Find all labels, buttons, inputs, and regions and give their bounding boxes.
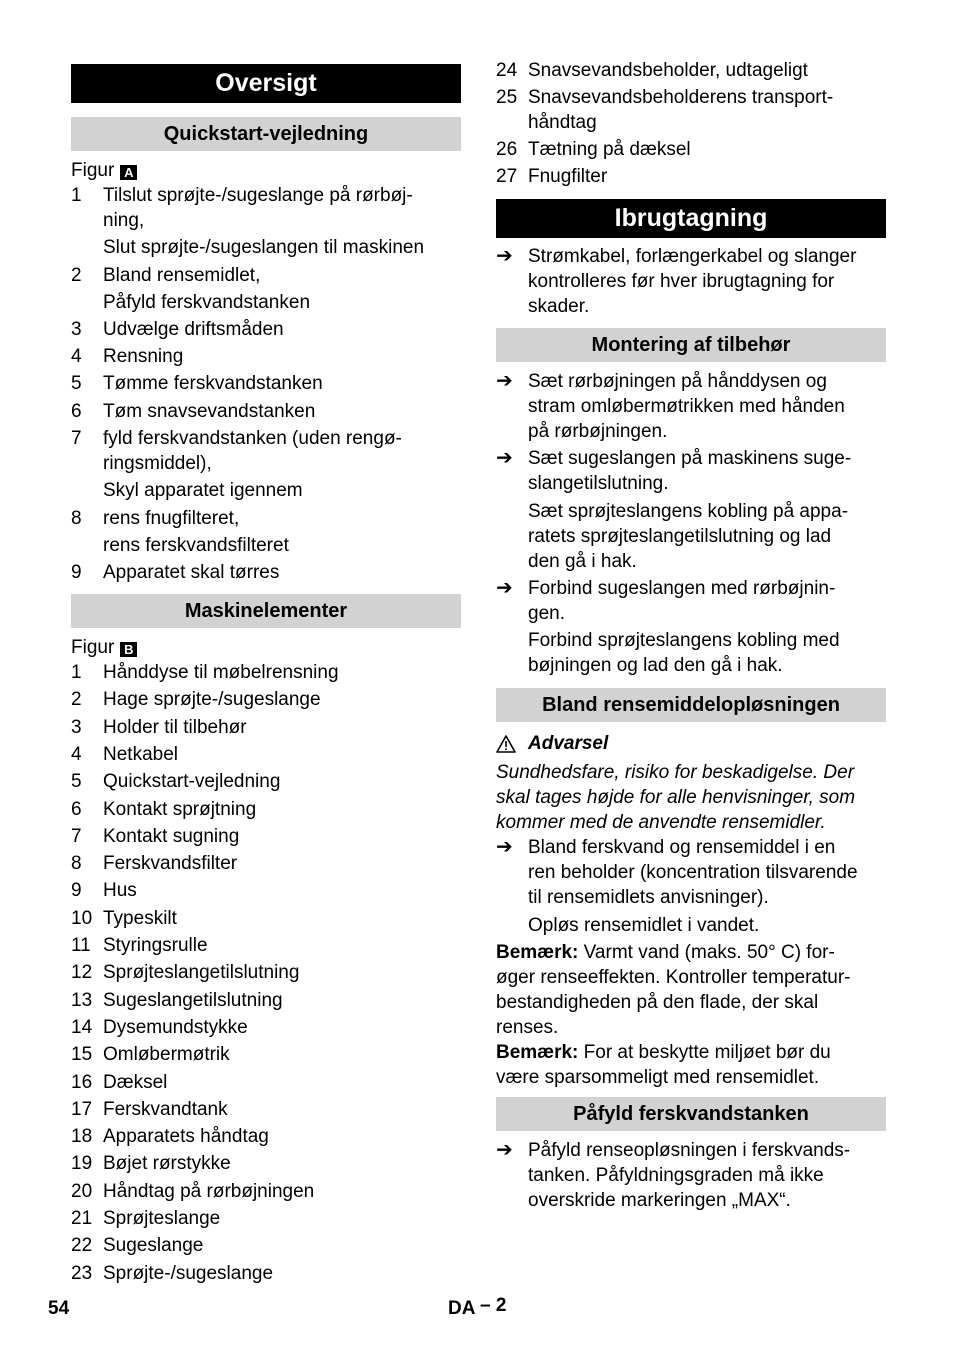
step-text: ren beholder (koncentration tilsvarende: [528, 862, 858, 883]
list-item-text: Sprøjteslange: [103, 1208, 221, 1229]
list-item-number: 3: [71, 319, 82, 340]
step-text: Forbind sprøjteslangens kobling med: [528, 630, 840, 651]
warning-triangle-icon: [496, 734, 516, 754]
list-item-text: Tøm snavsevandstanken: [103, 401, 316, 422]
figure-letter-badge: B: [120, 642, 137, 657]
list-item-number: 17: [71, 1098, 93, 1120]
step-text: bøjningen og lad den gå i hak.: [528, 655, 783, 676]
list-item-text: Påfyld ferskvandstanken: [103, 292, 311, 313]
list-item-number: 4: [71, 346, 82, 367]
list-item-number: 24: [496, 60, 518, 81]
list-item-text: Snavsevandsbeholder, udtageligt: [528, 60, 808, 81]
list-item-text: Sugeslangetilslutning: [103, 989, 283, 1011]
list-item-number: 7: [71, 825, 82, 847]
note-line: [496, 965, 851, 990]
step-text: gen.: [528, 603, 565, 624]
warning-text-line: kommer med de anvendte rensemidler.: [496, 812, 826, 833]
list-item-text: Kontakt sprøjtning: [103, 798, 257, 820]
list-item-number: 3: [71, 716, 82, 738]
list-item-number: 4: [71, 743, 82, 765]
note-line: [496, 990, 818, 1015]
list-item-text: Typeskilt: [103, 907, 177, 929]
step-text: Opløs rensemidlet i vandet.: [528, 915, 760, 936]
list-item-number: 18: [71, 1126, 93, 1148]
step-text: skader.: [528, 296, 590, 317]
figure-letter-badge: A: [120, 165, 137, 180]
note-text: bestandigheden på den flade, der skal: [496, 992, 819, 1013]
list-item-number: 11: [71, 935, 91, 956]
step-text: Sæt sugeslangen på maskinens suge-: [528, 448, 852, 469]
step-text: Bland ferskvand og rensemiddel i en: [528, 837, 836, 858]
list-item-text: rens ferskvandsfilteret: [103, 535, 289, 556]
note-text: renses.: [496, 1017, 559, 1038]
note-text: være sparsommeligt med rensemidlet.: [496, 1067, 820, 1088]
list-item-number: 8: [71, 853, 82, 875]
list-item-text: Sprøjteslangetilslutning: [103, 962, 300, 984]
list-item-text: Fnugfilter: [528, 166, 608, 187]
subheading-maskinelementer: Maskinelementer: [71, 594, 461, 628]
list-item-number: 13: [71, 989, 93, 1011]
list-item-text: Netkabel: [103, 743, 178, 765]
list-item-number: 16: [71, 1071, 93, 1093]
list-item-text: Kontakt sugning: [103, 825, 240, 847]
list-item-number: 6: [71, 401, 82, 422]
figure-a-label: Figur A: [71, 158, 137, 183]
figure-b-label: Figur B: [71, 635, 137, 660]
warning-text-line: Sundhedsfare, risiko for beskadigelse. Der: [496, 762, 855, 783]
list-item-number: 27: [496, 166, 518, 187]
note-text: øger renseeffekten. Kontroller temperatur-: [496, 967, 851, 988]
arrow-right-icon: ➔: [496, 836, 513, 858]
step-text: Påfyld renseopløsningen i ferskvands-: [528, 1140, 851, 1161]
list-item-text: fyld ferskvandstanken (uden rengø-: [103, 428, 402, 449]
warning-text-line: skal tages højde for alle henvisninger, som: [496, 787, 856, 808]
step-text: Strømkabel, forlængerkabel og slanger: [528, 246, 857, 267]
list-item-number: 14: [71, 1016, 93, 1038]
arrow-right-icon: ➔: [496, 447, 513, 469]
step-text: ratets sprøjteslangetilslutning og lad: [528, 526, 832, 547]
list-item-text: Snavsevandsbeholderens transport-: [528, 87, 834, 108]
list-item-number: 21: [71, 1208, 93, 1229]
note-line: [496, 1015, 558, 1040]
list-item-number: 6: [71, 798, 82, 820]
list-item-number: 8: [71, 508, 82, 529]
list-item-text: ringsmiddel),: [103, 453, 212, 474]
list-item-text: Apparatets håndtag: [103, 1126, 269, 1148]
list-item-text: Dæksel: [103, 1071, 168, 1093]
list-item-text: Tømme ferskvandstanken: [103, 373, 323, 394]
list-item-text: Sprøjte-/sugeslange: [103, 1262, 274, 1284]
step-text: Forbind sugeslangen med rørbøjnin-: [528, 578, 836, 599]
step-text: til rensemidlets anvisninger).: [528, 887, 769, 908]
step-text: Sæt rørbøjningen på hånddysen og: [528, 371, 827, 392]
list-item-text: Styringsrulle: [103, 935, 208, 956]
list-item-number: 1: [71, 185, 82, 206]
subheading-montering: Montering af tilbehør: [496, 328, 886, 362]
list-item-number: 2: [71, 265, 82, 286]
list-item-text: håndtag: [528, 112, 597, 133]
list-item-text: Hage sprøjte-/sugeslange: [103, 689, 321, 711]
section-title-ibrugtagning: Ibrugtagning: [496, 199, 886, 238]
step-text: slangetilslutning.: [528, 473, 669, 494]
list-item-number: 2: [71, 689, 82, 711]
step-text: tanken. Påfyldningsgraden må ikke: [528, 1165, 824, 1186]
note-label: Bemærk:: [496, 942, 584, 963]
list-item-number: 19: [71, 1153, 93, 1175]
list-item-number: 9: [71, 562, 82, 583]
list-item-text: Hus: [103, 880, 137, 902]
note-text: For at beskytte miljøet bør du: [583, 1042, 831, 1063]
list-item-number: 10: [71, 907, 93, 929]
list-item-number: 15: [71, 1044, 93, 1066]
list-item-number: 9: [71, 880, 82, 902]
list-item-text: Ferskvandtank: [103, 1098, 228, 1120]
list-item-number: 1: [71, 662, 82, 683]
subheading-pafyld: Påfyld ferskvandstanken: [496, 1097, 886, 1131]
arrow-right-icon: ➔: [496, 1139, 513, 1161]
step-text: Sæt sprøjteslangens kobling på appa-: [528, 501, 849, 522]
list-item-text: Quickstart-vejledning: [103, 771, 281, 793]
step-text: på rørbøjningen.: [528, 421, 668, 442]
list-item-number: 22: [71, 1235, 93, 1257]
note-label: Bemærk:: [496, 1042, 584, 1063]
note-text: Varmt vand (maks. 50° C) for-: [583, 942, 835, 963]
list-item-text: Tætning på dæksel: [528, 139, 691, 160]
arrow-right-icon: ➔: [496, 370, 513, 392]
list-item-text: Hånddyse til møbelrensning: [103, 662, 339, 683]
list-item-text: Bøjet rørstykke: [103, 1153, 231, 1175]
subheading-quickstart: Quickstart-vejledning: [71, 117, 461, 151]
list-item-number: 23: [71, 1262, 93, 1284]
note-line: [496, 1065, 819, 1090]
list-item-text: rens fnugfilteret,: [103, 508, 240, 529]
list-item-number: 12: [71, 962, 93, 984]
list-item-number: 7: [71, 428, 82, 449]
list-item-text: Holder til tilbehør: [103, 716, 247, 738]
list-item-number: 26: [496, 139, 518, 160]
step-text: kontrolleres før hver ibrugtagning for: [528, 271, 835, 292]
list-item-number: 25: [496, 87, 518, 108]
section-title-oversigt: Oversigt: [71, 64, 461, 103]
arrow-right-icon: ➔: [496, 245, 513, 267]
footer-language-page: DA – 2: [448, 1295, 507, 1319]
note-line: [496, 940, 835, 965]
step-text: overskride markeringen „MAX“.: [528, 1190, 791, 1211]
arrow-right-icon: ➔: [496, 577, 513, 599]
step-text: den gå i hak.: [528, 551, 637, 572]
list-item-text: Skyl apparatet igennem: [103, 480, 303, 501]
list-item-text: Rensning: [103, 346, 184, 367]
list-item-text: Ferskvandsfilter: [103, 853, 238, 875]
list-item-text: Sugeslange: [103, 1235, 204, 1257]
step-text: stram omløbermøtrikken med hånden: [528, 396, 845, 417]
list-item-number: 5: [71, 771, 82, 793]
list-item-text: Bland rensemidlet,: [103, 265, 261, 286]
list-item-text: Slut sprøjte-/sugeslangen til maskinen: [103, 237, 425, 258]
note-line: [496, 1040, 831, 1065]
list-item-text: Dysemundstykke: [103, 1016, 248, 1038]
subheading-bland: Bland rensemiddelopløsningen: [496, 688, 886, 722]
list-item-text: Tilslut sprøjte-/sugeslange på rørbøj-: [103, 185, 413, 206]
list-item-text: Omløbermøtrik: [103, 1044, 230, 1066]
list-item-text: Udvælge driftsmåden: [103, 319, 284, 340]
list-item-number: 20: [71, 1180, 93, 1202]
list-item-text: Håndtag på rørbøjningen: [103, 1180, 315, 1202]
list-item-number: 5: [71, 373, 82, 394]
list-item-text: ning,: [103, 210, 145, 231]
list-item-text: Apparatet skal tørres: [103, 562, 280, 583]
page-number: 54: [48, 1298, 70, 1319]
